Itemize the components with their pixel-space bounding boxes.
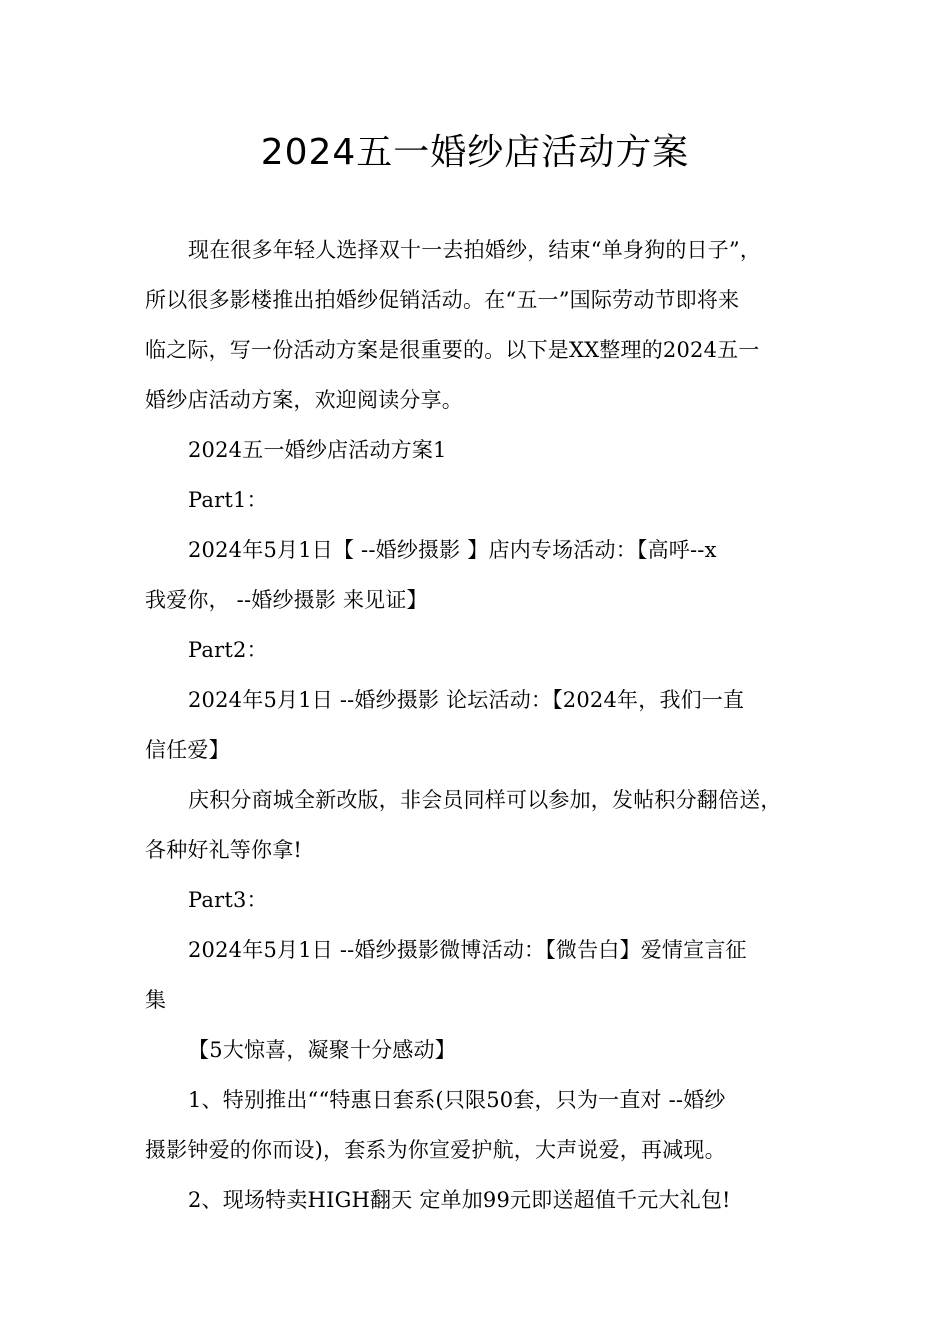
intro-line-4: 婚纱店活动方案，欢迎阅读分享。 <box>145 388 463 412</box>
part2-line-2: 信任爱】 <box>145 738 230 762</box>
part2-line-1: 2024年5月1日 --婚纱摄影 论坛活动：【2024年，我们一直 <box>188 688 745 712</box>
part1-line-1: 2024年5月1日【 --婚纱摄影 】店内专场活动：【高呼--x <box>188 538 717 562</box>
intro-line-1: 现在很多年轻人选择双十一去拍婚纱，结束“单身狗的日子”， <box>188 238 762 262</box>
part2-heading: Part2： <box>188 638 268 662</box>
surprise-item-1-line-2: 摄影钟爱的你而设)，套系为你宣爱护航，大声说爱，再减现。 <box>145 1138 726 1162</box>
surprise-heading: 【5大惊喜，凝聚十分感动】 <box>188 1038 456 1062</box>
intro-line-2: 所以很多影楼推出拍婚纱促销活动。在“五一”国际劳动节即将来 <box>145 288 740 312</box>
part3-heading: Part3： <box>188 888 268 912</box>
surprise-item-1-line-1: 1、特别推出““特惠日套系(只限50套，只为一直对 --婚纱 <box>188 1088 726 1112</box>
surprise-item-2: 2、现场特卖HIGH翻天 定单加99元即送超值千元大礼包! <box>188 1188 731 1212</box>
part2-line-3: 庆积分商城全新改版，非会员同样可以参加，发帖积分翻倍送， <box>188 788 782 812</box>
document-title: 2024五一婚纱店活动方案 <box>260 132 690 173</box>
section-heading: 2024五一婚纱店活动方案1 <box>188 438 447 462</box>
part2-line-4: 各种好礼等你拿! <box>145 838 303 862</box>
part1-line-2: 我爱你， --婚纱摄影 来见证】 <box>145 588 428 612</box>
intro-line-3: 临之际，写一份活动方案是很重要的。以下是XX整理的2024五一 <box>145 338 760 362</box>
part3-line-2: 集 <box>145 988 167 1012</box>
part1-heading: Part1： <box>188 488 268 512</box>
part3-line-1: 2024年5月1日 --婚纱摄影微博活动：【微告白】爱情宣言征 <box>188 938 747 962</box>
